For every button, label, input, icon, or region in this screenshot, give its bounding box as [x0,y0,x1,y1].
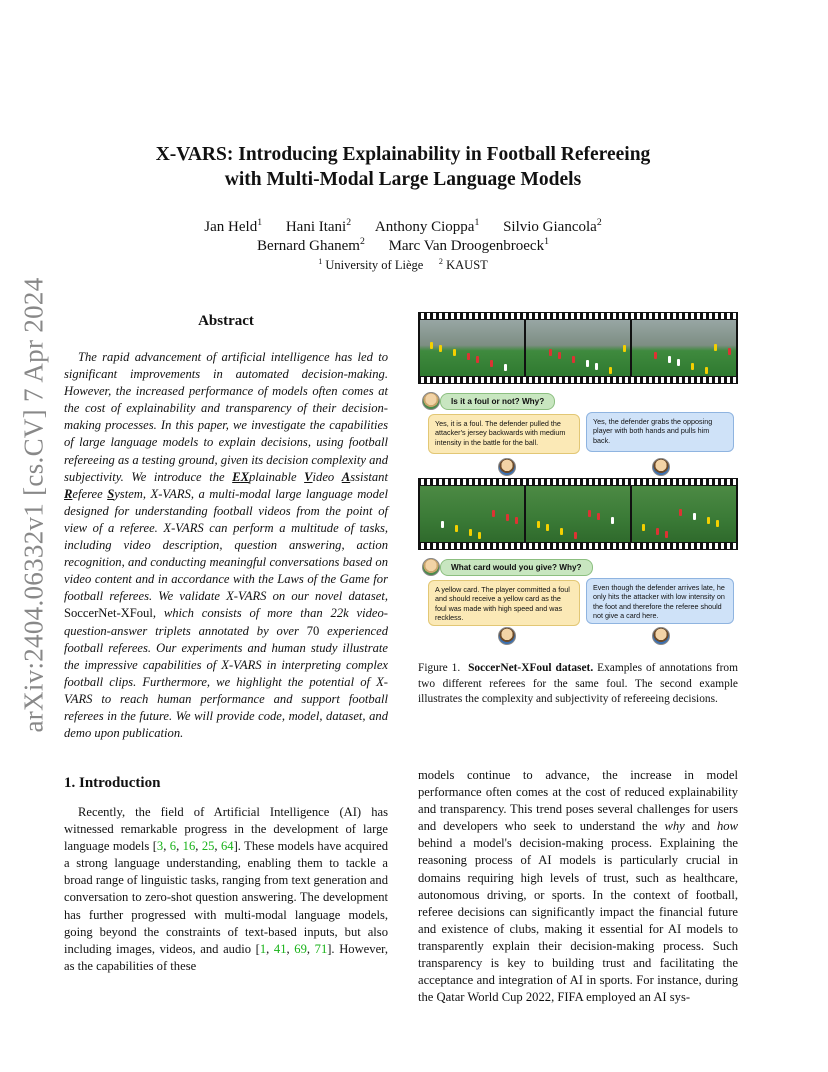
arxiv-sidebar [14,277,54,733]
affiliation: University of Liège [325,258,424,272]
author-list [100,218,706,256]
paper-title [100,142,706,192]
question-bubble: Is it a foul or not? Why? [440,393,555,410]
player-figure [654,352,657,359]
player-figure [430,342,433,349]
player-figure [439,345,442,352]
player-figure [546,524,549,531]
player-figure [453,349,456,356]
player-figure [623,345,626,352]
citation-link[interactable]: 6 [169,839,177,854]
video-filmstrip-1 [418,312,738,384]
question-bubble: What card would you give? Why? [440,559,593,576]
referee-1-answer: Yes, it is a foul. The defender pulled the attacker's jersey backwards with medium intensity in the battle for the ball. [428,414,580,454]
video-frame [526,320,630,376]
referee-avatar-icon [652,458,670,476]
referee-avatar-icon [652,627,670,645]
author: Bernard Ghanem$^2$ [257,236,365,254]
player-figure [693,513,696,520]
player-figure [714,344,717,351]
player-figure [588,510,591,517]
affiliation: KAUST [446,258,488,272]
video-frame [632,486,736,542]
user-avatar-icon [422,392,440,410]
player-figure [549,349,552,356]
player-figure [537,521,540,528]
authors-row-2 [100,237,706,256]
player-figure [668,356,671,363]
citation-link[interactable]: 64 [220,839,234,854]
citation-link[interactable]: 3 [156,839,164,854]
player-figure [515,517,518,524]
video-frame [632,320,736,376]
referee-avatar-icon [498,458,516,476]
citation-link[interactable]: 69 [294,941,307,956]
player-figure [478,532,481,539]
authors-row-1 [100,218,706,237]
player-figure [560,528,563,535]
abstract-heading: Abstract [198,313,254,329]
citation-link[interactable]: 71 [314,941,328,956]
referee-avatar-icon [498,627,516,645]
player-figure [611,517,614,524]
player-figure [677,359,680,366]
player-figure [656,528,659,535]
referee-1-answer: A yellow card. The player committed a foul and should receive a yellow card as the foul was made with high speed and was reckless. [428,580,580,626]
author: Silvio Giancola$^2$ [503,217,602,235]
player-figure [467,353,470,360]
player-figure [705,367,708,374]
player-figure [492,510,495,517]
player-figure [490,360,493,367]
player-figure [469,529,472,536]
player-figure [586,360,589,367]
player-figure [504,364,507,371]
player-figure [728,348,731,355]
player-figure [691,363,694,370]
video-frame [526,486,630,542]
player-figure [665,531,668,538]
citation-link[interactable]: 1 [259,941,267,956]
referee-2-answer: Yes, the defender grabs the opposing player with both hands and pulls him back. [586,412,734,452]
player-figure [679,509,682,516]
video-filmstrip-2 [418,478,738,550]
citation-link[interactable]: 16 [182,839,196,854]
title-line-2: with Multi-Modal Large Language Models [224,169,582,190]
author: Marc Van Droogenbroeck$^1$ [388,236,549,254]
author: Hani Itani$^2$ [285,217,352,235]
player-figure [574,532,577,539]
player-figure [716,520,719,527]
arxiv-id: arXiv:2404.06332v1 [cs.CV] 7 Apr 2024 [18,277,49,733]
abstract-body: The rapid advancement of artificial intelligence has led to significant improvements in automated decision-making. However, the increased performance of models often comes at the cost of explainability and transparency of their decision-making processes. In this paper, we investigate the capabilities of large language models to explain decisions, using football refereeing as a testing ground, given its decision complexity and subjectivity. We introduce the EXplainable Video Assistant Referee System, X-VARS, a multi-modal large language model designed for understanding football videos from the point of view of a referee. X-VARS can perform a multitude of tasks, including video description, question answering, action recognition, and conducting meaningful conversations based on video content and in accordance with the Laws of the Game for football referees. We validate X-VARS on our novel dataset, SoccerNet-XFoul, which consists of more than 22k video-question-answer triplets annotated by over 70 experienced football referees. Our experiments and human study illustrate the impressive capabilities of X-VARS in interpreting complex football clips. Furthermore, we highlight the potential of X-VARS to reach human performance and support football referees in the future. We will provide code, model, dataset, and demo upon publication. [64,350,388,741]
affiliations: $^1$ University of Liège $^2$ KAUST [318,256,488,272]
player-figure [558,352,561,359]
player-figure [597,513,600,520]
author: Jan Held$^1$ [204,217,263,235]
figure-1 [418,312,738,644]
citation-link[interactable]: 25 [201,839,215,854]
player-figure [441,521,444,528]
player-figure [572,356,575,363]
intro-paragraph-continued: models continue to advance, the increase in model performance often comes at the cost of reduced explainability and transparency. This trend poses several challenges for users and developers who seek to understand the why and how behind a model's decision-making process. Explaining the reasoning process of AI models is particularly crucial in domains requiring high levels of trust, such as healthcare, autonomous driving, or sports. In the context of football, referee decisions can significantly impact the financial future and existence of clubs, making it essential for AI models to transparently explain their decision-making process. Such transparency is key to building trust and facilitating the acceptance and integration of AI in sports. For instance, during the Qatar World Cup 2022, FIFA employed an AI sys- [418,768,738,1005]
intro-paragraph: Recently, the field of Artificial Intelligence (AI) has witnessed remarkable progress in the development of large language models [3, 6, 16, 25, 64]. These models have acquired a strong language understanding, enabling them to tackle a broad range of linguistic tasks, ranging from text generation and conversation to zero-shot question answering. The development has further progressed with multi-modal language models, going beyond the constraints of text-based inputs, but also including images, videos, and audio [1, 41, 69, 71]. However, as the capabilities of these [64,805,388,973]
player-figure [609,367,612,374]
video-frame [420,320,524,376]
figure-caption: Figure 1. SoccerNet-XFoul dataset. Examples of annotations from two different referees for the same foul. The second example illustrates the complexity and subjectivity of refereeing decisions. [418,662,738,705]
referee-2-answer: Even though the defender arrives late, he only hits the attacker with low intensity on the foot and therefore the referee should not give a card here. [586,578,734,624]
player-figure [595,363,598,370]
user-avatar-icon [422,558,440,576]
player-figure [707,517,710,524]
player-figure [506,514,509,521]
player-figure [455,525,458,532]
title-line-1: X-VARS: Introducing Explainability in Football Refereeing [155,144,651,165]
section-heading: 1. Introduction [64,775,161,791]
player-figure [476,356,479,363]
author: Anthony Cioppa$^1$ [374,217,480,235]
player-figure [642,524,645,531]
dataset-name: SoccerNet-XFoul [64,606,153,621]
citation-link[interactable]: 41 [273,941,287,956]
video-frame [420,486,524,542]
